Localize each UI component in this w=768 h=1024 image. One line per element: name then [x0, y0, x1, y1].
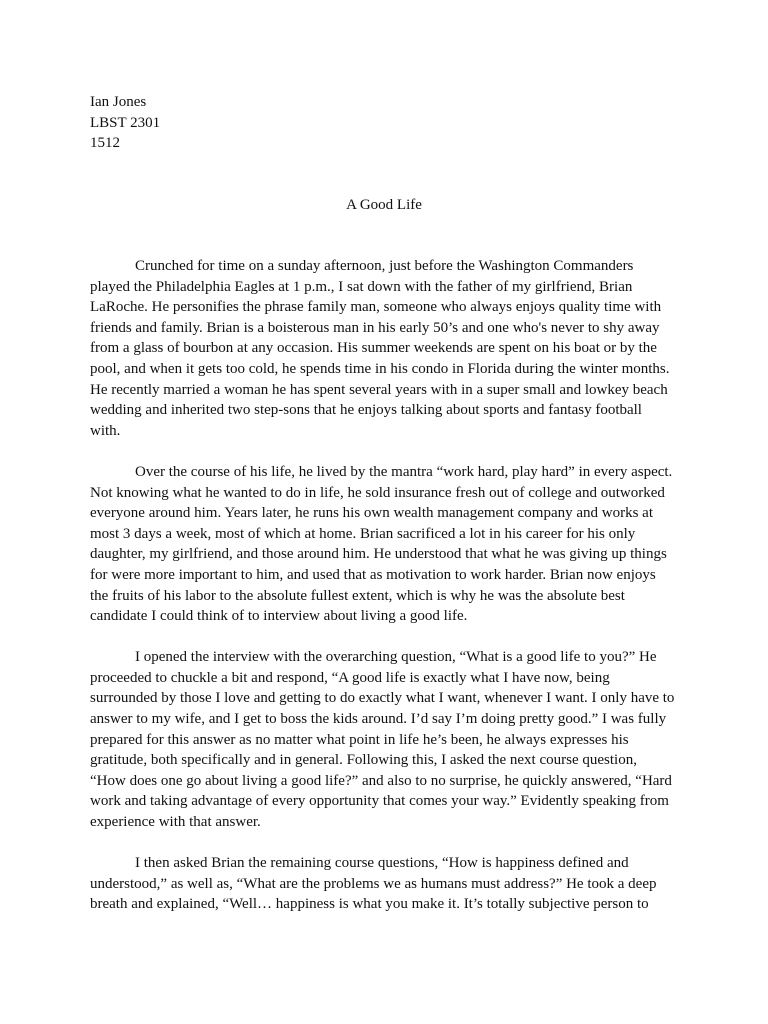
- text-line: [90, 338, 690, 359]
- line-text: everyone around him. Years later, he runs his own wealth management company and works at: [90, 505, 653, 522]
- line-text: work and taking advantage of every opportunity that comes your way.” Evidently speaking from: [90, 793, 669, 810]
- text-line: [90, 544, 690, 565]
- text-line: [90, 565, 690, 586]
- line-text: understood,” as well as, “What are the problems we as humans must address?” He took a deep: [90, 875, 657, 892]
- line-text: from a glass of bourbon at any occasion. His summer weekends are spent on his boat or by the: [90, 340, 657, 357]
- text-line: [90, 421, 690, 442]
- text-line: [90, 359, 690, 380]
- text-line: [90, 318, 690, 339]
- line-text: Crunched for time on a sunday afternoon, just before the Washington Commanders: [135, 258, 634, 274]
- text-line: [90, 400, 690, 421]
- line-text: pool, and when it gets too cold, he spends time in his condo in Florida during the winter months.: [90, 360, 670, 377]
- text-line: [90, 709, 690, 730]
- line-text: most 3 days a week, most of which at home. Brian sacrificed a lot in his career for his only: [90, 525, 636, 542]
- line-text: friends and family. Brian is a boisterous man in his early 50’s and one who's never to shy away: [90, 319, 660, 336]
- line-text: experience with that answer.: [90, 814, 261, 831]
- line-text: surrounded by those I love and getting to do exactly what I want, whenever I want. I only have to: [90, 690, 675, 707]
- text-line: [90, 812, 690, 833]
- text-line: [90, 894, 690, 915]
- line-text: Not knowing what he wanted to do in life, he sold insurance fresh out of college and outworked: [90, 484, 665, 501]
- line-text: LaRoche. He personifies the phrase family man, someone who always enjoys quality time with: [90, 299, 662, 316]
- line-text: for were more important to him, and used that as motivation to work harder. Brian now enjoys: [90, 566, 656, 583]
- line-text: answer to my wife, and I get to boss the kids around. I’d say I’m doing pretty good.” I was fully: [90, 711, 667, 728]
- text-line: [90, 853, 690, 874]
- paragraph: [90, 853, 690, 915]
- text-line: [90, 606, 690, 627]
- text-line: [90, 462, 690, 483]
- document-body: [90, 256, 690, 936]
- line-text: breath and explained, “Well… happiness is what you make it. It’s totally subjective person to: [90, 896, 649, 913]
- line-text: proceeded to chuckle a bit and respond, “A good life is exactly what I have now, being: [90, 669, 610, 686]
- author-name: Ian Jones: [90, 94, 147, 110]
- line-text: Over the course of his life, he lived by the mantra “work hard, play hard” in every aspect.: [135, 463, 673, 480]
- text-line: [90, 256, 690, 277]
- course-section: 1512: [90, 135, 120, 151]
- line-text: gratitude, both specifically and in general. Following this, I asked the next course question,: [90, 752, 637, 769]
- text-line: [90, 524, 690, 545]
- text-line: [90, 503, 690, 524]
- paragraph: [90, 647, 690, 832]
- text-line: [90, 647, 690, 668]
- line-text: the fruits of his labor to the absolute fullest extent, which is why he was the absolute best: [90, 587, 625, 604]
- text-line: [90, 688, 690, 709]
- text-line: [90, 791, 690, 812]
- line-text: daughter, my girlfriend, and those around him. He understood that what he was giving up things: [90, 546, 667, 563]
- document-header: [90, 92, 160, 154]
- line-text: candidate I could think of to interview about living a good life.: [90, 608, 468, 625]
- line-text: played the Philadelphia Eagles at 1 p.m., I sat down with the father of my girlfriend, Brian: [90, 278, 633, 295]
- text-line: [90, 668, 690, 689]
- paragraph: [90, 462, 690, 627]
- text-line: [90, 483, 690, 504]
- line-text: prepared for this answer as no matter what point in life he’s been, he always expresses his: [90, 731, 629, 748]
- line-text: “How does one go about living a good life?” and also to no surprise, he quickly answered, “Hard: [90, 772, 672, 789]
- paragraph: [90, 256, 690, 441]
- document-title: A Good Life: [346, 197, 422, 213]
- text-line: [90, 586, 690, 607]
- text-line: [90, 874, 690, 895]
- course-code: LBST 2301: [90, 114, 161, 131]
- line-text: with.: [90, 422, 121, 439]
- line-text: wedding and inherited two step-sons that he enjoys talking about sports and fantasy football: [90, 402, 642, 419]
- line-text: I then asked Brian the remaining course questions, “How is happiness defined and: [135, 855, 629, 872]
- line-text: He recently married a woman he has spent several years with in a super small and lowkey beach: [90, 381, 668, 398]
- text-line: [90, 277, 690, 298]
- text-line: [90, 771, 690, 792]
- text-line: [90, 297, 690, 318]
- line-text: I opened the interview with the overarching question, “What is a good life to you?” He: [135, 649, 657, 666]
- text-line: [90, 380, 690, 401]
- text-line: [90, 730, 690, 751]
- text-line: [90, 750, 690, 771]
